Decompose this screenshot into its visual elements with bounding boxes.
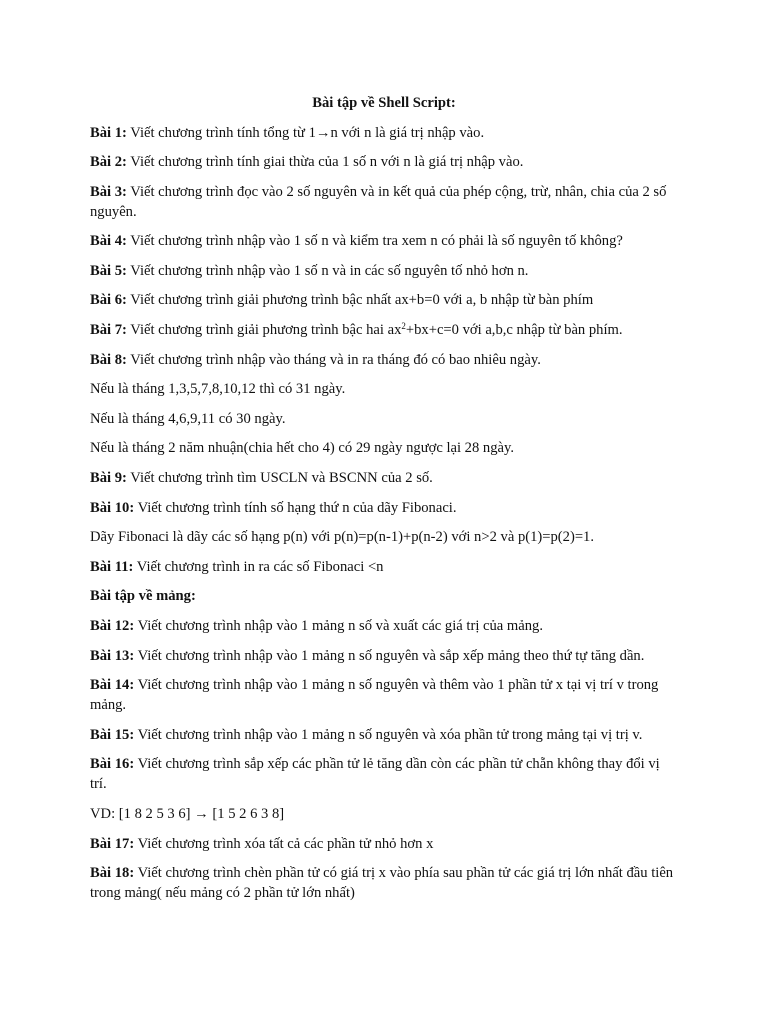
exercise-14 — [90, 675, 678, 715]
exercise-text: Viết chương trình đọc vào 2 số nguyên và in kết quả của phép cộng, trừ, nhân, chia của 2 số nguyên. — [90, 183, 667, 220]
exercise-text: Viết chương trình nhập vào 1 mảng n số và xuất các giá trị của mảng. — [134, 618, 543, 634]
exercise-label: Bài 6: — [90, 292, 127, 309]
exercise-text: Viết chương trình nhập vào 1 mảng n số nguyên và thêm vào 1 phần tử x tại vị trí v trong mảng. — [90, 677, 659, 714]
exercise-label: Bài 11: — [90, 558, 134, 575]
exercise-3 — [90, 182, 678, 222]
exercise-text: Viết chương trình tính giai thừa của 1 số n với n là giá trị nhập vào. — [126, 154, 524, 171]
exercise-text: Viết chương trình tính tổng từ 1→n với n là giá trị nhập vào. — [126, 124, 485, 141]
exercise-4 — [90, 231, 678, 251]
exercise-9 — [90, 468, 678, 488]
exercise-label: Bài 2: — [90, 154, 127, 171]
example-line: VD: [1 8 2 5 3 6] → [1 5 2 6 3 8] — [90, 805, 285, 822]
exercise-1 — [90, 123, 678, 143]
exercise-18 — [90, 863, 678, 903]
exercise-7 — [90, 320, 678, 340]
exercise-2 — [90, 152, 678, 172]
exercise-label: Bài 17: — [90, 835, 135, 852]
exercise-8 — [90, 350, 678, 370]
exercise-text: Viết chương trình sắp xếp các phần tử lẻ tăng dần còn các phần tử chẵn không thay đổi vị trí. — [90, 756, 660, 793]
document-title: Bài tập về Shell Script: — [312, 95, 456, 111]
exercise-label: Bài 16: — [90, 756, 135, 773]
exercise-label: Bài 10: — [90, 499, 135, 516]
exercise-text: Viết chương trình giải phương trình bậc nhất ax+b=0 với a, b nhập từ bàn phím — [126, 292, 594, 309]
exercise-label: Bài 3: — [90, 183, 127, 200]
exercise-label: Bài 14: — [90, 677, 135, 694]
exercise-12 — [90, 616, 678, 636]
exercise-text: Viết chương trình nhập vào 1 số n và in các số nguyên tố nhỏ hơn n. — [126, 262, 529, 279]
exercise-label: Bài 9: — [90, 470, 127, 487]
exercise-text: Viết chương trình nhập vào 1 số n và kiểm tra xem n có phải là số nguyên tố không? — [126, 233, 623, 250]
exercise-label: Bài 1: — [90, 124, 127, 141]
exercise-text-cont: +bx+c=0 với a,b,c nhập từ bàn phím. — [405, 322, 623, 339]
exercise-text: Viết chương trình nhập vào 1 mảng n số nguyên và xóa phần tử trong mảng tại vị trị v. — [134, 726, 643, 743]
section-heading: Bài tập về mảng: — [90, 588, 196, 605]
exercise-16 — [90, 754, 678, 794]
exercise-label: Bài 7: — [90, 322, 127, 339]
exercise-text: Viết chương trình tính số hạng thứ n của dãy Fibonaci. — [134, 499, 457, 516]
document-body — [90, 93, 678, 913]
exercise-text: Viết chương trình xóa tất cả các phần tử nhỏ hơn x — [134, 835, 434, 852]
exercise-11 — [90, 557, 678, 577]
exercise-17 — [90, 834, 678, 854]
exercise-label: Bài 12: — [90, 618, 135, 634]
exercise-10 — [90, 498, 678, 518]
exercise-6 — [90, 290, 678, 310]
exercise-13 — [90, 646, 678, 666]
note-line: Nếu là tháng 4,6,9,11 có 30 ngày. — [90, 410, 286, 427]
exercise-text: Viết chương trình nhập vào 1 mảng n số nguyên và sắp xếp mảng theo thứ tự tăng dần. — [134, 647, 645, 664]
note-line: Dãy Fibonaci là dãy các số hạng p(n) với p(n)=p(n-1)+p(n-2) với n>2 và p(1)=p(2)=1. — [90, 529, 594, 546]
exercise-label: Bài 15: — [90, 726, 135, 743]
exercise-label: Bài 4: — [90, 233, 127, 250]
exercise-text: Viết chương trình tìm USCLN và BSCNN của 2 số. — [126, 470, 433, 487]
note-line: Nếu là tháng 1,3,5,7,8,10,12 thì có 31 ngày. — [90, 381, 346, 398]
exercise-text: Viết chương trình in ra các số Fibonaci <n — [133, 558, 384, 575]
exercise-15 — [90, 725, 678, 745]
exercise-label: Bài 5: — [90, 262, 127, 279]
exercise-text: Viết chương trình chèn phần tử có giá trị x vào phía sau phần tử các giá trị lớn nhất đầu tiên trong mảng( nếu mảng có 2 phần tử lớn nhất) — [90, 865, 674, 902]
note-line: Nếu là tháng 2 năm nhuận(chia hết cho 4) có 29 ngày ngược lại 28 ngày. — [90, 440, 514, 457]
exercise-text: Viết chương trình nhập vào tháng và in ra tháng đó có bao nhiêu ngày. — [126, 351, 541, 368]
exercise-5 — [90, 261, 678, 281]
exercise-label: Bài 8: — [90, 351, 127, 368]
exercise-label: Bài 13: — [90, 647, 135, 664]
exercise-label: Bài 18: — [90, 865, 135, 882]
superscript: 2 — [401, 321, 406, 332]
exercise-text: Viết chương trình giải phương trình bậc hai ax — [126, 322, 402, 339]
